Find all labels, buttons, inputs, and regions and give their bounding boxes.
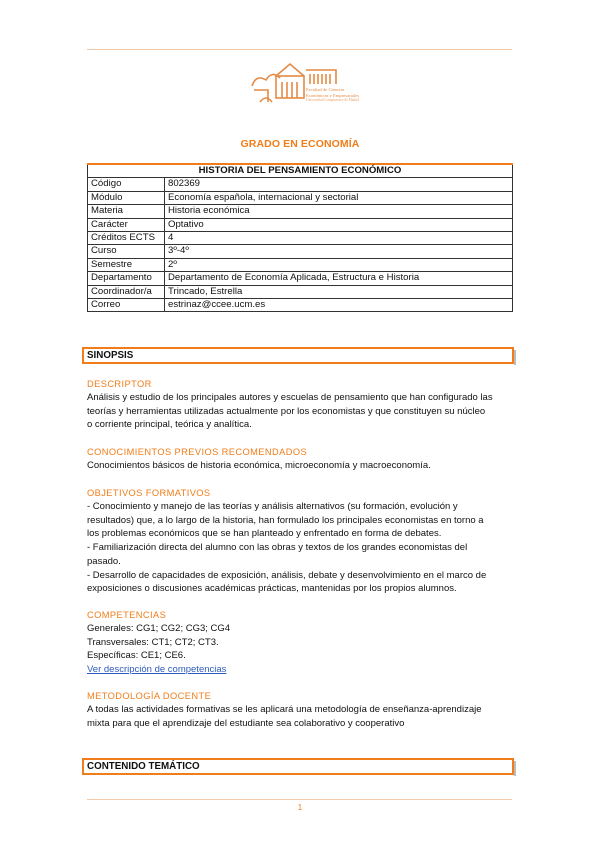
text-line: Análisis y estudio de los principales autores y escuelas de pensamiento que han configurado las: [87, 392, 493, 403]
row-value: Departamento de Economía Aplicada, Estructura e Historia: [165, 272, 513, 285]
row-value: 2º: [165, 258, 513, 271]
descriptor-text: [87, 391, 514, 432]
competencias-link[interactable]: Ver descripción de competencias: [87, 664, 227, 676]
page-number: 1: [297, 803, 303, 812]
table-row: [88, 232, 513, 245]
row-value: Trincado, Estrella: [165, 285, 513, 298]
text-line: - Conocimiento y manejo de las teorías y análisis alternativos (su formación, evolución y: [87, 501, 458, 512]
table-row: [88, 299, 513, 312]
row-key: Departamento: [88, 272, 165, 285]
table-row: [88, 218, 513, 231]
header-rule: [87, 49, 512, 50]
table-row: [88, 272, 513, 285]
text-line: - Desarrollo de capacidades de exposición, análisis, debate y desenvolvimiento en el marco de: [87, 569, 487, 581]
row-key: Materia: [88, 205, 165, 218]
text-line: resultados) que, a lo largo de la historia, han formulado los principales economistas en torno a: [87, 514, 484, 526]
competencias-text: [87, 622, 514, 677]
row-value: 3º-4º: [165, 245, 513, 258]
table-row: [88, 285, 513, 298]
course-info-table: [87, 163, 513, 312]
table-row: [88, 205, 513, 218]
logo-line-3: Universidad Complutense de Madrid: [306, 98, 360, 102]
table-row: [88, 191, 513, 204]
text-line: exposiciones o discusiones académicas prácticas, mantenidas por los propios alumnos.: [87, 583, 457, 595]
table-row: [88, 258, 513, 271]
text-line: Conocimientos básicos de historia económica, microeconomía y macroeconomía.: [87, 460, 431, 471]
row-value: 802369: [165, 178, 513, 191]
competencias-heading: COMPETENCIAS: [87, 610, 167, 620]
text-line: mixta para que el aprendizaje del estudiante sea colaborativo y cooperativo: [87, 717, 405, 729]
competencias-transversales: Transversales: CT1; CT2; CT3.: [87, 636, 219, 648]
row-key: Carácter: [88, 218, 165, 231]
row-key: Semestre: [88, 258, 165, 271]
row-key: Correo: [88, 299, 165, 312]
row-value: estrinaz@ccee.ucm.es: [165, 299, 513, 312]
text-line: los problemas económicos que se han planteado y enfrentado en forma de debates.: [87, 528, 442, 540]
course-name: HISTORIA DEL PENSAMIENTO ECONÓMICO: [88, 164, 513, 178]
descriptor-heading: DESCRIPTOR: [87, 379, 152, 389]
text-line: pasado.: [87, 555, 121, 567]
metodologia-heading: METODOLOGÍA DOCENTE: [87, 691, 212, 701]
competencias-generales: Generales: CG1; CG2; CG3; CG4: [87, 623, 231, 634]
row-value: Optativo: [165, 218, 513, 231]
text-line: A todas las actividades formativas se les aplicará una metodología de enseñanza-aprendizaje: [87, 704, 482, 715]
row-value: 4: [165, 232, 513, 245]
metodologia-text: [87, 703, 514, 730]
sinopsis-section-header: SINOPSIS: [82, 347, 514, 364]
row-key: Créditos ECTS: [88, 232, 165, 245]
conocimientos-heading: CONOCIMIENTOS PREVIOS RECOMENDADOS: [87, 447, 308, 457]
table-row: [88, 245, 513, 258]
table-header-row: [88, 164, 513, 178]
contenido-section-header: CONTENIDO TEMÁTICO: [82, 758, 514, 775]
row-key: Coordinador/a: [88, 285, 165, 298]
text-line: teorías y herramientas utilizadas actualmente por los economistas y que constituyen su núcleo: [87, 405, 486, 417]
degree-title: GRADO EN ECONOMÍA: [240, 138, 360, 150]
row-key: Módulo: [88, 191, 165, 204]
objetivos-heading: OBJETIVOS FORMATIVOS: [87, 488, 211, 498]
text-line: o corriente principal, teórica y analítica.: [87, 419, 252, 431]
conocimientos-text: [87, 459, 514, 473]
competencias-especificas: Específicas: CE1; CE6.: [87, 650, 186, 662]
row-key: Código: [88, 178, 165, 191]
logo-line-1: Facultad de Ciencias: [306, 87, 345, 92]
logo-line-2: Económicas y Empresariales: [306, 92, 360, 98]
row-value: Historia económica: [165, 205, 513, 218]
row-key: Curso: [88, 245, 165, 258]
row-value: Economía española, internacional y sectorial: [165, 191, 513, 204]
table-row: [88, 178, 513, 191]
logo-caption: [306, 87, 359, 104]
footer-rule: [87, 799, 512, 800]
text-line: - Familiarización directa del alumno con las obras y textos de los grandes economistas del: [87, 542, 468, 554]
objetivos-text: [87, 500, 514, 596]
